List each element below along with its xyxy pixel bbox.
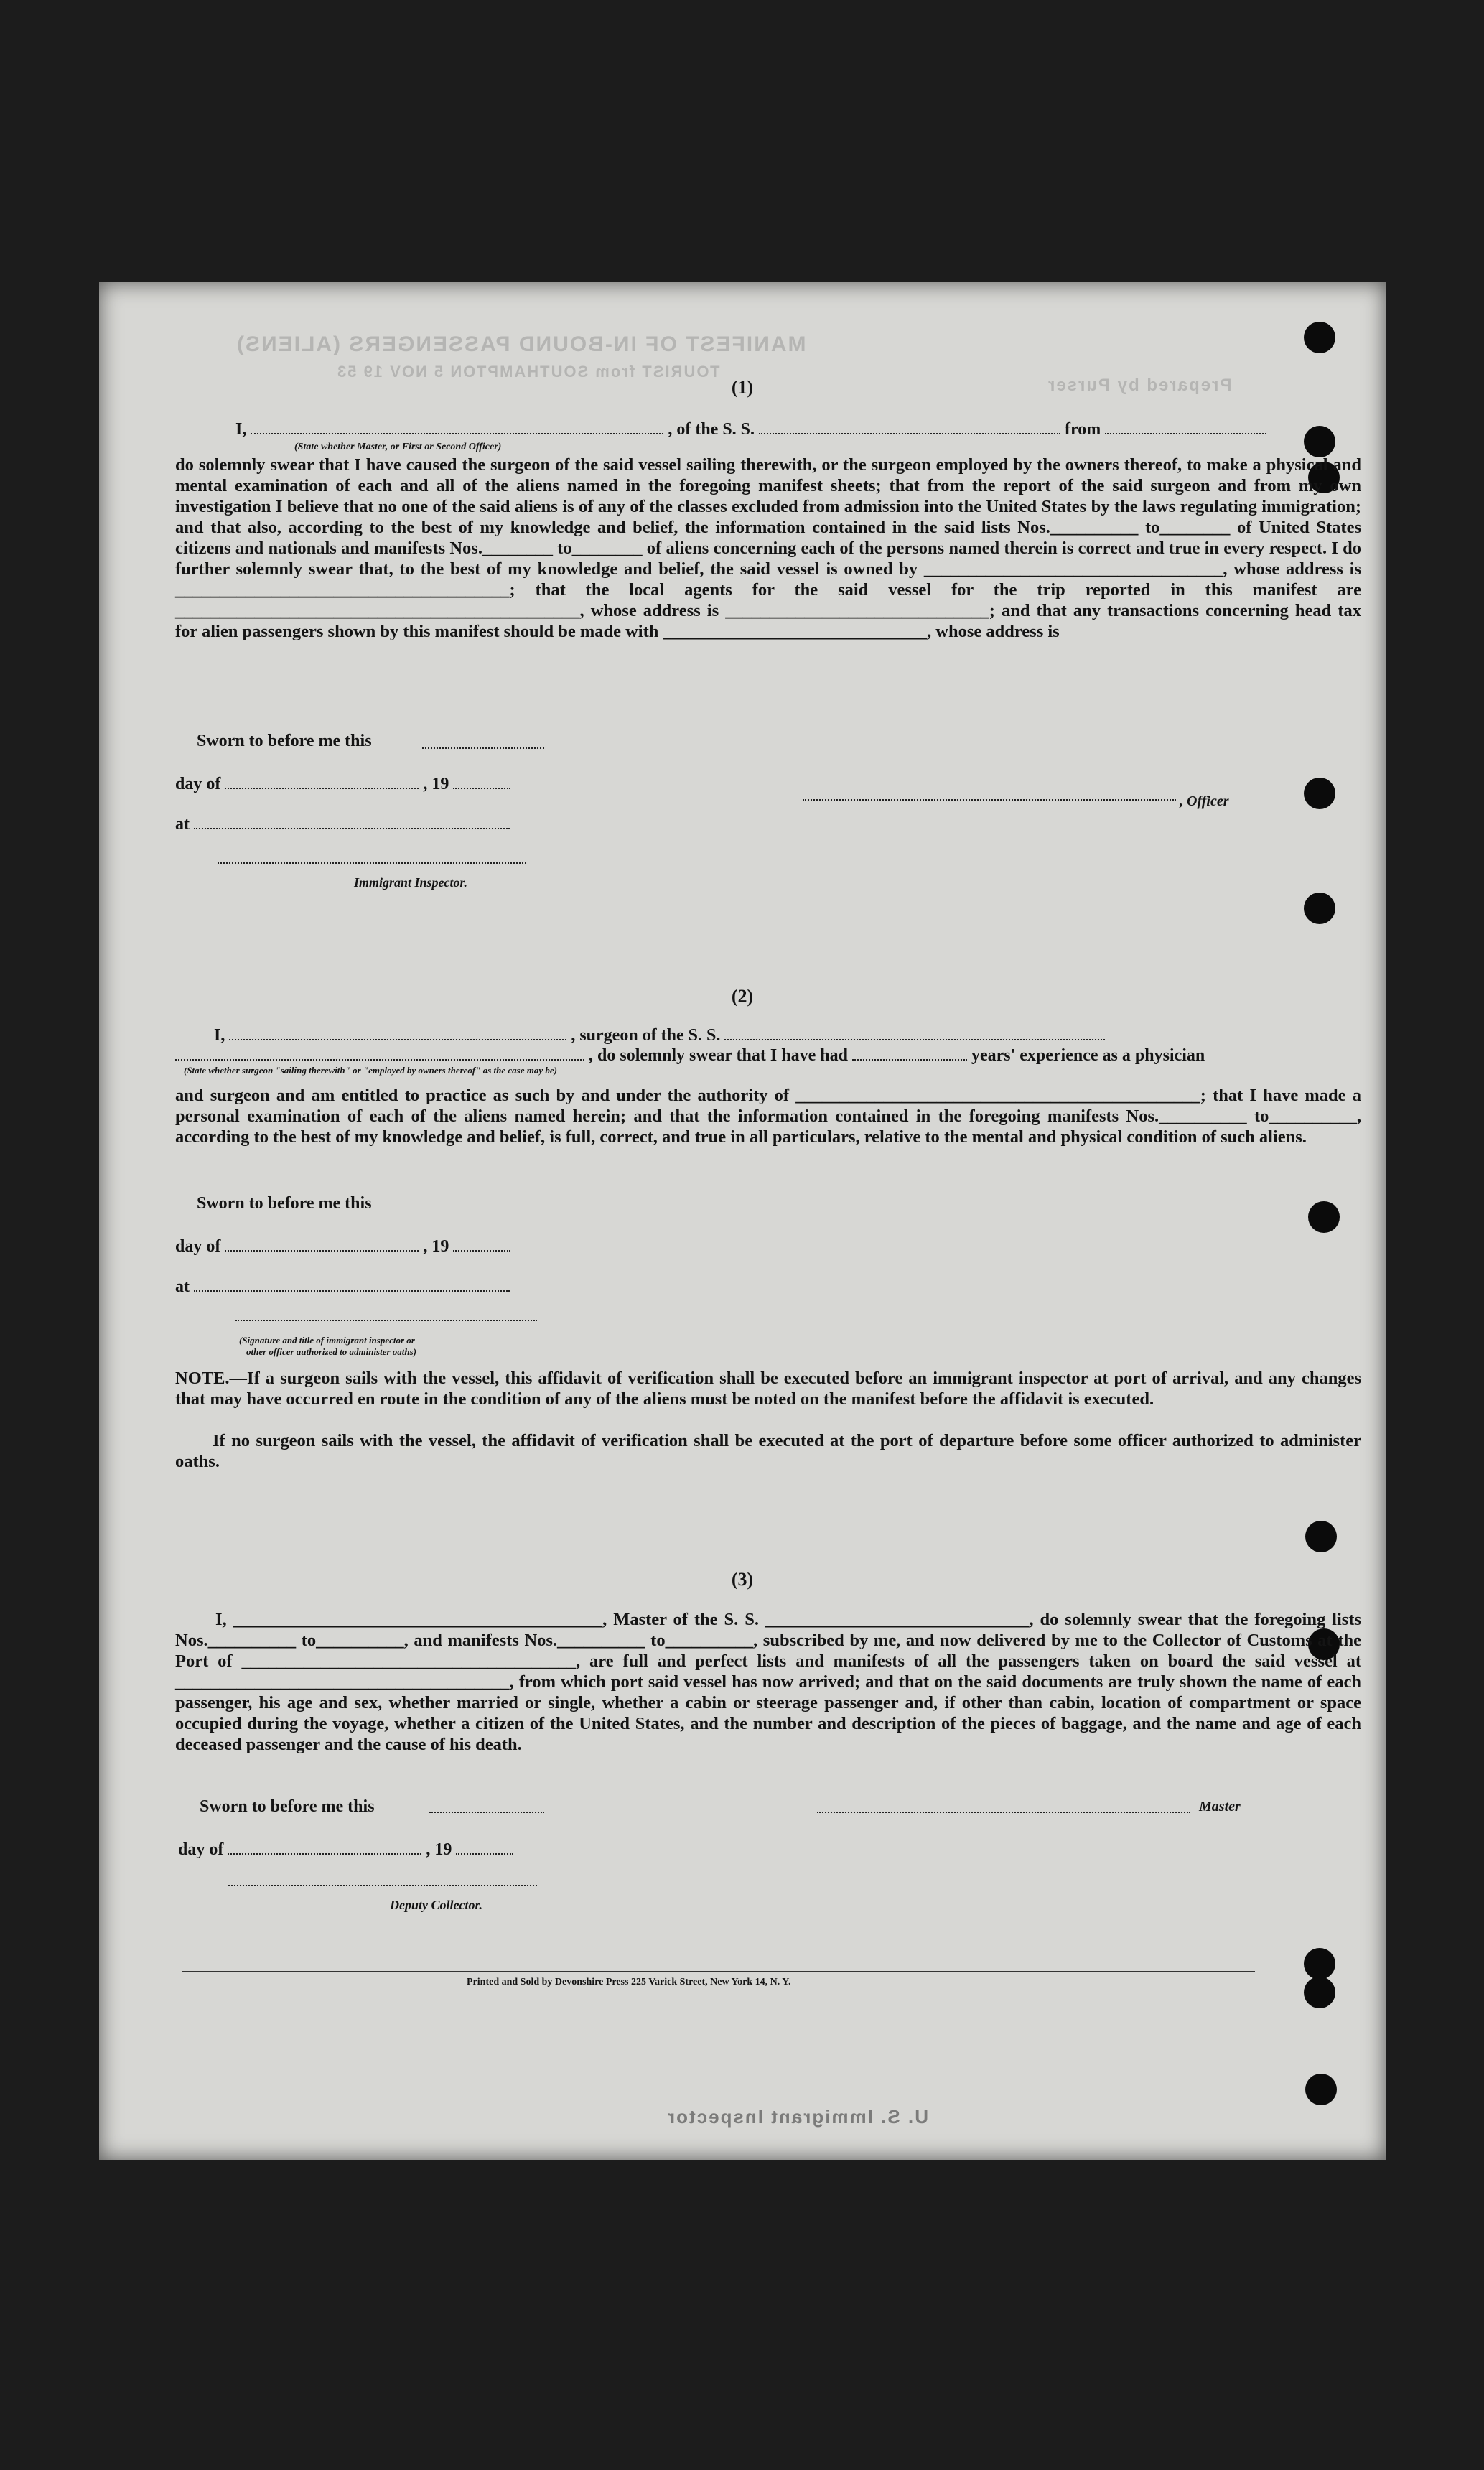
master-name-field[interactable]	[251, 419, 663, 434]
section-3-body: I, __________________________________________, Master of the S. S. ______________________________, do solemnly swear that the foregoing lists Nos.__________ to__________, and manifests Nos.__________ to__________, subscribed by me, and now delivered by me to the Collector of Customs at the Port of ______________________________________, are full and perfect lists and manifests of all the passengers taken on board the said vessel at ______________________________________, from which port said vessel has now arrived; and that on the said documents are truly shown the name of each passenger, his age and sex, whether married or single, whether a cabin or steerage passenger and, if other than cabin, location of compartment or space occupied during the voyage, whether a citizen of the United States, and the number and description of the pieces of baggage, and the name and age of each deceased passenger and the cause of his death.	[175, 1610, 1361, 1754]
punch-hole	[1304, 426, 1335, 457]
day-of-label: day of	[175, 775, 221, 793]
punch-hole	[1305, 1521, 1337, 1552]
year-field[interactable]	[453, 773, 510, 789]
printer-imprint: Printed and Sold by Devonshire Press 225 Varick Street, New York 14, N. Y.	[467, 1977, 791, 1987]
section-1-from: from	[1065, 420, 1101, 439]
section-1-i: I,	[235, 420, 247, 439]
section-2-at	[175, 1276, 510, 1297]
section-1-opening	[235, 419, 1266, 439]
section-3-number: (3)	[731, 1569, 754, 1590]
section-1-of-ss: , of the S. S.	[668, 420, 755, 439]
year-label: , 19	[423, 1237, 449, 1256]
punch-hole	[1304, 1948, 1335, 1980]
section-2-note2: If no surgeon sails with the vessel, the affidavit of verification shall be executed at the port of departure before some officer authorized to administer oaths.	[175, 1431, 1361, 1471]
bleed-through-line: TOURIST from SOUTHAMPTON 5 NOV 19 53	[336, 363, 720, 381]
manifest-affidavit-page	[99, 282, 1386, 2160]
collector-label: Deputy Collector.	[390, 1898, 482, 1912]
inspector-label: Immigrant Inspector.	[354, 875, 468, 890]
year-label: , 19	[423, 775, 449, 793]
punch-hole	[1304, 1977, 1335, 2008]
day-of-field[interactable]	[228, 1839, 421, 1855]
collector-signature-field[interactable]	[228, 1885, 537, 1886]
section-2-note: NOTE.—If a surgeon sails with the vessel, this affidavit of verification shall be executed before an immigrant inspector at port of arrival, and any changes that may have occurred en route in the condition of any of the aliens must be noted on the manifest before the affidavit is executed.	[175, 1369, 1361, 1409]
section-1-day-of	[175, 773, 510, 794]
section-2-day-of	[175, 1236, 510, 1257]
sig-note-2: other officer authorized to administer oaths)	[246, 1346, 417, 1357]
section-3-sworn: Sworn to before me this	[200, 1797, 375, 1816]
section-1-sworn: Sworn to before me this	[197, 732, 372, 750]
years-field[interactable]	[852, 1045, 967, 1061]
section-2-state-note: (State whether surgeon "sailing therewith" or "employed by owners thereof" as the case may be)	[184, 1065, 557, 1076]
section-3-day-of	[178, 1839, 513, 1860]
at-label: at	[175, 1277, 190, 1296]
master-label: Master	[1199, 1799, 1241, 1814]
at-field[interactable]	[194, 814, 510, 829]
section-2-opening	[214, 1025, 1105, 1045]
ship-name-field[interactable]	[759, 419, 1060, 434]
day-of-label: day of	[175, 1237, 221, 1256]
at-label: at	[175, 815, 190, 834]
bleed-through-stamp: U. S. Immigrant Inspector	[666, 2106, 928, 2128]
section-2-sworn: Sworn to before me this	[197, 1194, 372, 1213]
day-of-label: day of	[178, 1840, 224, 1859]
inspector-signature-field[interactable]	[218, 862, 526, 864]
year-field[interactable]	[453, 1236, 510, 1252]
sig-note-1: (Signature and title of immigrant inspector or	[239, 1335, 415, 1346]
surgeon-of-label: , surgeon of the S. S.	[571, 1026, 721, 1045]
sworn-date-field[interactable]	[429, 1812, 544, 1813]
punch-hole	[1304, 322, 1335, 353]
years-exp-label: years' experience as a physician	[971, 1046, 1205, 1065]
section-2-line2	[175, 1045, 1205, 1066]
punch-hole	[1304, 893, 1335, 924]
day-of-field[interactable]	[225, 1236, 419, 1252]
section-2-i: I,	[214, 1026, 225, 1045]
year-field[interactable]	[456, 1839, 513, 1855]
inspector-signature-field[interactable]	[235, 1320, 537, 1321]
section-2-number: (2)	[731, 986, 754, 1007]
officer-signature-field[interactable]	[803, 799, 1176, 801]
year-label: , 19	[426, 1840, 452, 1859]
punch-hole	[1304, 778, 1335, 809]
master-signature-field[interactable]	[817, 1812, 1190, 1813]
sworn-date-field[interactable]	[422, 747, 544, 749]
surgeon-ship-field[interactable]	[724, 1025, 1105, 1040]
section-2-body: and surgeon and am entitled to practice as such by and under the authority of ______________________________________________; that I have made a personal examination of each of the aliens named herein; and that the information contained in the foregoing manifests Nos.__________ to__________, according to the best of my knowledge and belief, is full, correct, and true in all particulars, relative to the mental and physical condition of such aliens.	[175, 1086, 1361, 1147]
do-solemnly-label: , do solemnly swear that I have had	[589, 1046, 848, 1065]
punch-hole	[1305, 2074, 1337, 2105]
bleed-through-title: MANIFEST OF IN-BOUND PASSENGERS (ALIENS)	[235, 332, 806, 356]
section-1-state-note: (State whether Master, or First or Second Officer)	[294, 442, 502, 452]
officer-label: , Officer	[1180, 793, 1229, 809]
bleed-through-prepared: Prepared by Purser	[1047, 376, 1232, 395]
punch-hole	[1308, 1201, 1340, 1233]
footer-rule	[182, 1971, 1255, 1972]
from-field[interactable]	[1105, 419, 1266, 434]
section-1-body: do solemnly swear that I have caused the surgeon of the said vessel sailing therewith, or the surgeon employed by the owners thereof, to make a physical and mental examination of each and all of the aliens named in the foregoing manifest sheets; that from the report of the said surgeon and from my own investigation I believe that no one of the said aliens is of any of the classes excluded from admission into the United States by the laws regulating immigration; and that also, according to the best of my knowledge and belief, the information contained in the said lists Nos.__________ to________ of United States citizens and nationals and manifests Nos.________ to________ of aliens concerning each of the persons named therein is correct and true in every respect. I do further solemnly swear that, to the best of my knowledge and belief, the said vessel is owned by __________________________________, whose address is ______________________________________; that the local agents for the said vessel for the trip reported in this manifest are ______________________________________________, whose address is ______________________________; and that any transactions concerning head tax for alien passengers shown by this manifest should be made with ______________________________, whose address is	[175, 455, 1361, 641]
day-of-field[interactable]	[225, 773, 419, 789]
section-1-at	[175, 814, 510, 834]
surgeon-name-field[interactable]	[229, 1025, 566, 1040]
section-1-number: (1)	[731, 377, 754, 398]
surgeon-type-field[interactable]	[175, 1045, 584, 1061]
at-field[interactable]	[194, 1276, 510, 1292]
